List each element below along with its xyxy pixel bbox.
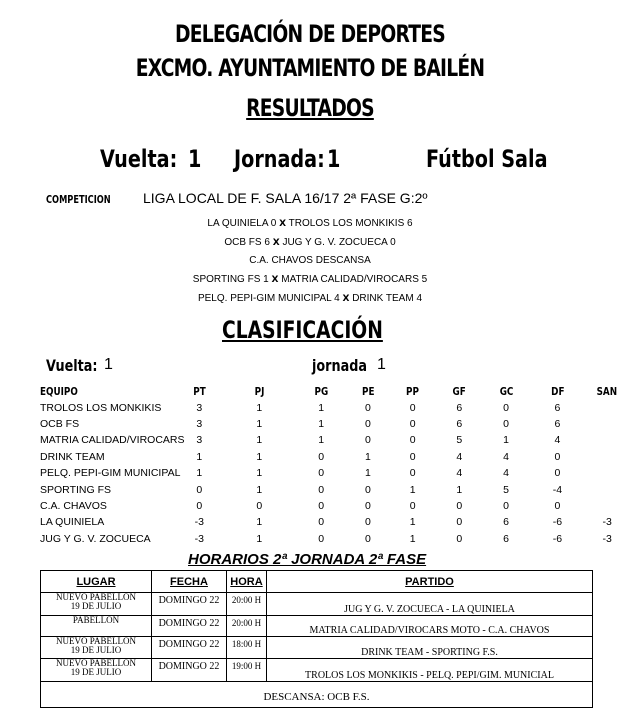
standings-row — [40, 432, 620, 448]
standings-row — [40, 465, 620, 481]
col-gf: GF — [452, 384, 466, 398]
result-sep: X — [342, 294, 350, 304]
schedule-fecha: DOMINGO 22 — [152, 659, 227, 682]
schedule-lugar — [41, 616, 152, 637]
standings-cell-equipo: JUG Y G. V. ZOCUECA — [40, 532, 151, 545]
standings-cell-pp: 0 — [409, 499, 416, 512]
standings-vuelta-label: Vuelta: — [46, 356, 98, 375]
standings-cell-gf: 0 — [456, 532, 463, 545]
standings-cell-pj: 1 — [256, 483, 263, 496]
schedule-fecha: DOMINGO 22 — [152, 593, 227, 616]
col-pt: PT — [193, 384, 206, 398]
competition-label: COMPETICION — [46, 193, 111, 206]
standings-cell-pj: 0 — [256, 499, 263, 512]
standings-title: CLASIFICACIÓN — [222, 316, 383, 344]
standings-cell-df: 0 — [554, 499, 561, 512]
standings-vuelta-value: 1 — [104, 356, 113, 373]
standings-row — [40, 481, 620, 497]
standings-cell-equipo: TROLOS LOS MONKIKIS — [40, 401, 162, 414]
standings-cell-df: 4 — [554, 434, 561, 447]
result-sep: X — [271, 275, 279, 285]
standings-cell-df: 6 — [554, 417, 561, 430]
standings-cell-pg: 0 — [318, 516, 325, 529]
schedule-lugar-line1: NUEVO PABELLON — [56, 592, 136, 602]
standings-cell-pt: 3 — [196, 434, 203, 447]
schedule-table — [40, 570, 593, 708]
standings-cell-pp: 0 — [409, 401, 416, 414]
standings-cell-pt: 1 — [196, 467, 203, 480]
schedule-header-lugar: LUGAR — [41, 571, 152, 593]
schedule-fecha: DOMINGO 22 — [152, 637, 227, 659]
schedule-hora: 20:00 H — [227, 593, 267, 616]
standings-cell-equipo: PELQ. PEPI-GIM MUNICIPAL — [40, 467, 181, 480]
standings-cell-pj: 1 — [256, 532, 263, 545]
standings-table — [40, 383, 620, 547]
standings-cell-pe: 1 — [364, 450, 371, 463]
standings-cell-pj: 1 — [256, 467, 263, 480]
standings-cell-pt: 3 — [196, 401, 203, 414]
col-pg: PG — [314, 384, 329, 398]
standings-cell-pg: 1 — [318, 401, 325, 414]
standings-cell-equipo: OCB FS — [40, 417, 80, 430]
header-line-2: EXCMO. AYUNTAMIENTO DE BAILÉN — [135, 54, 485, 82]
col-pe: PE — [361, 384, 375, 398]
schedule-lugar-line1: PABELLON — [72, 615, 120, 625]
standings-row — [40, 416, 620, 432]
standings-cell-pj: 1 — [256, 516, 263, 529]
standings-cell-pt: 0 — [196, 483, 203, 496]
sport-name: Fútbol Sala — [426, 145, 548, 173]
schedule-partido: MATRIA CALIDAD/VIROCARS MOTO - C.A. CHAVOS — [267, 616, 592, 637]
standings-cell-gc: 6 — [503, 516, 509, 529]
standings-cell-df: 6 — [554, 401, 561, 414]
standings-cell-df: -6 — [552, 516, 563, 529]
standings-cell-df: -6 — [552, 532, 563, 545]
result-away: MATRIA CALIDAD/VIROCARS 5 — [281, 274, 428, 285]
standings-cell-pg: 1 — [318, 417, 325, 430]
standings-cell-gc: 0 — [503, 499, 509, 512]
result-away: DRINK TEAM 4 — [352, 293, 423, 304]
standings-cell-df: -4 — [552, 483, 563, 496]
standings-cell-gc: 4 — [503, 450, 509, 463]
standings-cell-equipo: C.A. CHAVOS — [40, 499, 107, 512]
col-pj: PJ — [254, 384, 265, 398]
standings-cell-san: -3 — [602, 516, 612, 529]
standings-cell-gf: 0 — [456, 499, 463, 512]
standings-cell-pp: 0 — [409, 450, 416, 463]
result-home: C.A. CHAVOS DESCANSA — [249, 255, 371, 266]
standings-row — [40, 498, 620, 514]
standings-cell-san — [594, 498, 620, 514]
result-away: TROLOS LOS MONKIKIS 6 — [288, 218, 413, 229]
standings-cell-pe: 0 — [364, 516, 371, 529]
standings-cell-gf: 5 — [456, 434, 463, 447]
result-line — [0, 237, 620, 248]
col-equipo: EQUIPO — [40, 384, 78, 398]
standings-cell-gf: 0 — [456, 516, 463, 529]
standings-cell-pe: 0 — [364, 499, 371, 512]
standings-cell-gf: 4 — [456, 450, 463, 463]
standings-cell-equipo: SPORTING FS — [40, 483, 111, 496]
standings-jornada-label: jornada — [312, 356, 368, 375]
schedule-rest: DESCANSA: OCB F.S. — [263, 691, 370, 703]
standings-cell-pj: 1 — [256, 417, 263, 430]
result-sep: X — [272, 238, 280, 248]
standings-cell-pe: 1 — [364, 467, 371, 480]
schedule-lugar — [41, 659, 152, 682]
schedule-hora: 18:00 H — [227, 637, 267, 659]
vuelta-value: 1 — [188, 145, 202, 173]
schedule-lugar-line1: NUEVO PABELLON — [56, 658, 136, 668]
standings-row — [40, 399, 620, 415]
standings-cell-san — [594, 481, 620, 497]
result-home: OCB FS 6 — [224, 237, 270, 248]
standings-cell-gc: 1 — [503, 434, 509, 447]
standings-cell-san — [594, 416, 620, 432]
standings-row — [40, 531, 620, 547]
result-line — [0, 274, 620, 285]
standings-row — [40, 449, 620, 465]
standings-cell-gf: 4 — [456, 467, 463, 480]
standings-cell-gf: 6 — [456, 401, 463, 414]
standings-cell-pe: 0 — [364, 532, 371, 545]
result-sep: X — [279, 219, 287, 229]
standings-cell-pp: 1 — [409, 532, 416, 545]
header-line-3: RESULTADOS — [246, 94, 374, 122]
col-san: SAN — [596, 384, 618, 398]
standings-cell-gc: 0 — [503, 401, 509, 414]
col-pp: PP — [406, 384, 420, 398]
standings-cell-san — [594, 465, 620, 481]
result-line — [0, 255, 620, 266]
schedule-lugar — [41, 593, 152, 616]
result-home: SPORTING FS 1 — [192, 274, 269, 285]
standings-cell-df: 0 — [554, 450, 561, 463]
standings-cell-san — [594, 399, 620, 415]
standings-cell-gc: 6 — [503, 532, 509, 545]
result-line — [0, 218, 620, 229]
vuelta-label: Vuelta: — [100, 145, 178, 173]
standings-header-row — [40, 383, 620, 399]
schedule-partido: TROLOS LOS MONKIKIS - PELQ. PEPI/GIM. MUNICIAL — [267, 659, 592, 682]
standings-cell-pp: 1 — [409, 516, 416, 529]
competition-name: LIGA LOCAL DE F. SALA 16/17 2ª FASE G:2º — [143, 190, 428, 206]
standings-jornada-value: 1 — [377, 356, 386, 373]
schedule-header-fecha: FECHA — [152, 571, 227, 593]
schedule-hora: 19:00 H — [227, 659, 267, 682]
header-line-1: DELEGACIÓN DE DEPORTES — [175, 20, 445, 48]
standings-row — [40, 514, 620, 530]
standings-cell-pg: 1 — [318, 434, 325, 447]
standings-cell-pj: 1 — [256, 450, 263, 463]
standings-cell-pt: 3 — [196, 417, 203, 430]
standings-cell-gf: 1 — [456, 483, 463, 496]
standings-cell-pj: 1 — [256, 401, 263, 414]
standings-cell-pe: 0 — [364, 401, 371, 414]
standings-cell-equipo: DRINK TEAM — [40, 450, 105, 463]
standings-cell-pp: 0 — [409, 434, 416, 447]
schedule-fecha: DOMINGO 22 — [152, 616, 227, 637]
standings-cell-pt: 1 — [196, 450, 203, 463]
jornada-value: 1 — [327, 145, 341, 173]
standings-cell-pp: 0 — [409, 417, 416, 430]
standings-cell-pp: 0 — [409, 467, 416, 480]
standings-cell-equipo: LA QUINIELA — [40, 516, 105, 529]
schedule-lugar-line2: 19 DE JULIO — [70, 645, 122, 655]
standings-cell-pg: 0 — [318, 450, 325, 463]
standings-cell-pg: 0 — [318, 499, 325, 512]
standings-cell-pt: -3 — [194, 532, 204, 545]
standings-cell-pt: 0 — [196, 499, 203, 512]
schedule-header-hora: HORA — [227, 571, 267, 593]
standings-cell-san — [594, 449, 620, 465]
col-df: DF — [550, 384, 565, 398]
standings-cell-gf: 6 — [456, 417, 463, 430]
standings-cell-gc: 4 — [503, 467, 509, 480]
standings-cell-pe: 0 — [364, 417, 371, 430]
standings-cell-san: -3 — [602, 532, 612, 545]
standings-cell-equipo: MATRIA CALIDAD/VIROCARS — [40, 434, 185, 447]
result-home: LA QUINIELA 0 — [207, 218, 277, 229]
standings-cell-pg: 0 — [318, 532, 325, 545]
schedule-lugar-line1: NUEVO PABELLON — [56, 636, 136, 646]
schedule-hora: 20:00 H — [227, 616, 267, 637]
result-home: PELQ. PEPI-GIM MUNICIPAL 4 — [197, 293, 340, 304]
result-line — [0, 293, 620, 304]
schedule-partido: JUG Y G. V. ZOCUECA - LA QUINIELA — [267, 593, 592, 616]
schedule-lugar — [41, 637, 152, 659]
jornada-label: Jornada: — [234, 145, 325, 173]
standings-cell-pe: 0 — [364, 483, 371, 496]
standings-cell-pp: 1 — [409, 483, 416, 496]
standings-cell-pg: 0 — [318, 467, 325, 480]
standings-cell-pt: -3 — [194, 516, 204, 529]
standings-cell-gc: 5 — [503, 483, 509, 496]
standings-cell-pj: 1 — [256, 434, 263, 447]
standings-cell-pe: 0 — [364, 434, 371, 447]
schedule-lugar-line2: 19 DE JULIO — [70, 667, 122, 677]
schedule-title: HORARIOS 2ª JORNADA 2ª FASE — [188, 551, 427, 568]
schedule-lugar-line2: 19 DE JULIO — [70, 601, 122, 611]
col-gc: GC — [499, 384, 513, 398]
result-away: JUG Y G. V. ZOCUECA 0 — [282, 237, 396, 248]
schedule-header-partido: PARTIDO — [267, 571, 592, 593]
standings-cell-san — [594, 432, 620, 448]
standings-cell-pg: 0 — [318, 483, 325, 496]
standings-cell-gc: 0 — [503, 417, 509, 430]
schedule-partido: DRINK TEAM - SPORTING F.S. — [267, 637, 592, 659]
standings-cell-df: 0 — [554, 467, 561, 480]
